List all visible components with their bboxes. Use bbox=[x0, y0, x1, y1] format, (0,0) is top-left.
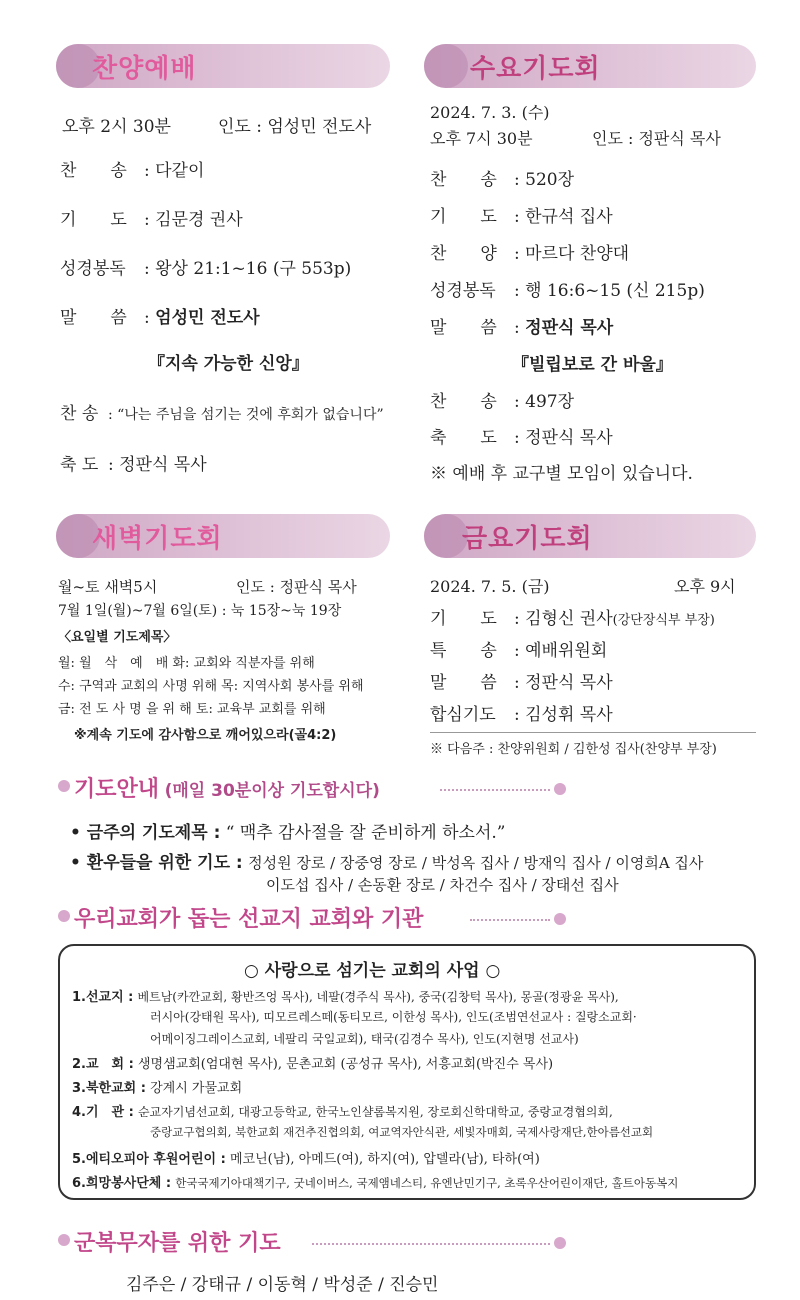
wednesday-sermon-title: 『빌립보로 간 바울』 bbox=[512, 355, 673, 375]
item-label: • 금주의 기도제목 : bbox=[70, 823, 221, 843]
row-line: 생명샘교회(엄대현 목사), 문촌교회 (공성규 목사), 서흥교회(박진수 목사) bbox=[137, 1057, 554, 1072]
sunday-prayer bbox=[60, 205, 243, 230]
divider bbox=[430, 732, 756, 733]
mission-row-1 bbox=[72, 986, 619, 1005]
heading-dot-decoration bbox=[554, 783, 566, 795]
weekly-prayer-topic bbox=[70, 818, 506, 843]
dawn-topic-row: 월: 월 삭 예 배 화: 교회와 직분자를 위해 bbox=[58, 656, 315, 671]
row-label: 2.교 회 : bbox=[72, 1057, 134, 1072]
row-label: 특 송 bbox=[430, 641, 497, 661]
dawn-leader: 인도 : 정판식 목사 bbox=[236, 578, 357, 596]
military-heading bbox=[74, 1226, 281, 1257]
dawn-topics-header: 〈요일별 기도제목〉 bbox=[58, 630, 177, 645]
row-label: 기 도 bbox=[430, 207, 497, 227]
missions-box-title: ○ 사랑으로 섬기는 교회의 사업 ○ bbox=[244, 961, 501, 981]
dawn-verse: ※계속 기도에 감사함으로 깨어있으라(골4:2) bbox=[74, 728, 337, 743]
sunday-leader: 인도 : 엄성민 전도사 bbox=[218, 117, 372, 137]
row-label: 말 씀 bbox=[430, 673, 497, 693]
row-label: 축 도 bbox=[60, 455, 99, 475]
wednesday-sermon: 말 씀 : 정판식 목사 bbox=[430, 313, 613, 338]
row-label: 성경봉독 bbox=[60, 259, 126, 279]
sunday-time: 오후 2시 30분 bbox=[62, 117, 171, 137]
row-value: : 김성휘 목사 bbox=[514, 705, 613, 725]
friday-date: 2024. 7. 5. (금) bbox=[430, 577, 550, 596]
row-label: 찬 송 bbox=[60, 404, 99, 424]
wednesday-closing-hymn bbox=[430, 387, 574, 412]
row-note: (강단장식부 부장) bbox=[612, 613, 715, 628]
heading-dot-decoration bbox=[58, 1234, 70, 1246]
row-label: 성경봉독 bbox=[430, 281, 496, 301]
row-label: 기 도 bbox=[60, 210, 127, 230]
section-title: 수요기도회 bbox=[470, 54, 601, 84]
row-label: 4.기 관 : bbox=[72, 1105, 134, 1120]
wednesday-date: 2024. 7. 3. (수) bbox=[430, 103, 550, 122]
dawn-topic-row: 금: 전 도 사 명 을 위 해 토: 교육부 교회를 위해 bbox=[58, 702, 326, 717]
section-header-sunday bbox=[56, 44, 390, 88]
prayer-guide-title: 기도안내 bbox=[74, 777, 160, 802]
mission-row-1-cont: 러시아(강태원 목사), 띠모르레스떼(동티모르, 이한성 목사), 인도(조범연선교사 : 질랑소교회· bbox=[150, 1010, 637, 1024]
row-value: : 마르다 찬양대 bbox=[514, 244, 630, 264]
dawn-topic-row: 수: 구역과 교회의 사명 위해 목: 지역사회 봉사를 위해 bbox=[58, 679, 364, 694]
wednesday-scripture bbox=[430, 276, 705, 301]
sunday-benediction bbox=[60, 450, 207, 475]
heading-dot-decoration bbox=[554, 913, 566, 925]
section-header-dawn bbox=[56, 514, 390, 558]
dawn-range: 7월 1일(월)~7월 6일(토) : 눅 15장~눅 19장 bbox=[58, 603, 342, 619]
sunday-hymn bbox=[60, 156, 204, 181]
item-text: “ 맥추 감사절을 잘 준비하게 하소서.” bbox=[225, 823, 506, 843]
row-value: 엄성민 전도사 bbox=[155, 308, 260, 328]
heading-dot-decoration bbox=[58, 910, 70, 922]
row-value: : 왕상 21:1~16 (구 553p) bbox=[144, 259, 352, 279]
sunday-sermon: 말 씀 : 엄성민 전도사 bbox=[60, 303, 260, 328]
item-label: • 환우들을 위한 기도 : bbox=[70, 853, 243, 873]
row-value: : 행 16:6~15 (신 215p) bbox=[514, 281, 705, 301]
row-value: 정판식 목사 bbox=[525, 318, 614, 338]
military-title: 군복무자를 위한 기도 bbox=[74, 1231, 281, 1256]
missions-title: 우리교회가 돕는 선교지 교회와 기관 bbox=[74, 907, 424, 932]
friday-next-week: ※ 다음주 : 찬양위원회 / 김한성 집사(찬양부 부장) bbox=[430, 742, 717, 757]
mission-row-5 bbox=[72, 1148, 540, 1167]
row-label: 축 도 bbox=[430, 428, 497, 448]
row-value: : 김형신 권사 bbox=[514, 609, 613, 629]
military-names: 김주은 / 강태규 / 이동혁 / 박성준 / 진승민 bbox=[126, 1275, 439, 1295]
row-value: : 497장 bbox=[514, 392, 575, 412]
heading-dot-decoration bbox=[58, 780, 70, 792]
dotted-rule bbox=[312, 1243, 550, 1245]
row-label: 5.에티오피아 후원어린이 : bbox=[72, 1152, 226, 1167]
row-line: 순교자기념선교회, 대광고등학교, 한국노인샬롬복지원, 장로회신학대학교, 중랑교경협의회, bbox=[137, 1105, 613, 1119]
row-value: : 정판식 목사 bbox=[514, 673, 613, 693]
row-line: 한국국제기아대책기구, 굿네이버스, 국제앰네스티, 유엔난민기구, 초록우산어린이재단, 홀트아동복지 bbox=[175, 1176, 679, 1190]
wednesday-hymn bbox=[430, 165, 574, 190]
row-value: : 정판식 목사 bbox=[514, 428, 613, 448]
row-label: 말 씀 bbox=[60, 308, 127, 328]
row-label: 1.선교지 : bbox=[72, 990, 134, 1005]
wednesday-praise bbox=[430, 239, 629, 264]
friday-unity bbox=[430, 700, 613, 725]
row-value: : 김문경 권사 bbox=[144, 210, 243, 230]
heading-dot-decoration bbox=[554, 1237, 566, 1249]
row-label: 기 도 bbox=[430, 609, 497, 629]
missions-heading bbox=[74, 902, 423, 933]
patients-prayer bbox=[70, 848, 703, 873]
friday-prayer bbox=[430, 604, 715, 629]
mission-row-6 bbox=[72, 1172, 678, 1191]
row-value: : 다같이 bbox=[144, 161, 205, 181]
row-value: : 한규석 집사 bbox=[514, 207, 613, 227]
row-line: 메코닌(남), 아메드(여), 하지(여), 압델라(남), 타하(여) bbox=[229, 1152, 540, 1167]
row-value: : “나는 주님을 섬기는 것에 후회가 없습니다” bbox=[108, 407, 384, 423]
mission-row-3 bbox=[72, 1077, 242, 1096]
section-header-friday bbox=[424, 514, 756, 558]
row-label: 6.희망봉사단체 : bbox=[72, 1176, 172, 1191]
mission-row-2 bbox=[72, 1053, 553, 1072]
mission-row-4-cont: 중랑교구협의회, 북한교회 재건추진협의회, 여교역자안식관, 세빛자매회, 국제사랑재단,한아름선교회 bbox=[150, 1125, 654, 1139]
mission-row-1-cont: 어메이징그레이스교회, 네팔리 국일교회), 태국(김경수 목사), 인도(지현명 선교사) bbox=[150, 1032, 579, 1046]
patients-prayer-cont: 이도섭 집사 / 손동환 장로 / 차건수 집사 / 장태선 집사 bbox=[266, 876, 619, 894]
prayer-guide-subtitle: (매일 30분이상 기도합시다) bbox=[164, 781, 380, 801]
row-label: 찬 송 bbox=[60, 161, 127, 181]
row-label: 3.북한교회 : bbox=[72, 1081, 146, 1096]
section-header-wednesday bbox=[424, 44, 756, 88]
wednesday-prayer bbox=[430, 202, 613, 227]
row-value: : 정판식 목사 bbox=[108, 455, 207, 475]
mission-row-4 bbox=[72, 1101, 613, 1120]
row-label: 합심기도 bbox=[430, 705, 496, 725]
row-value: : 520장 bbox=[514, 170, 575, 190]
wednesday-note: ※ 예배 후 교구별 모임이 있습니다. bbox=[430, 464, 693, 484]
row-label: 찬 송 bbox=[430, 392, 497, 412]
prayer-guide-heading bbox=[74, 772, 380, 803]
sunday-scripture bbox=[60, 254, 351, 279]
row-line: 베트남(카깐교회, 황반즈엉 목사), 네팔(경주식 목사), 중국(김창턱 목사), 몽골(정광윤 목사), bbox=[137, 990, 619, 1004]
row-value: : 예배위원회 bbox=[514, 641, 608, 661]
section-title: 새벽기도회 bbox=[92, 524, 223, 554]
wednesday-time: 오후 7시 30분 bbox=[430, 129, 533, 148]
row-label: 찬 양 bbox=[430, 244, 497, 264]
dawn-time: 월~토 새벽5시 bbox=[58, 578, 158, 596]
sunday-sermon-title: 『지속 가능한 신앙』 bbox=[148, 354, 309, 374]
section-title: 찬양예배 bbox=[92, 54, 197, 84]
friday-special bbox=[430, 636, 607, 661]
item-text: 정성원 장로 / 장중영 장로 / 박성옥 집사 / 방재익 집사 / 이영희A 집사 bbox=[248, 854, 704, 872]
row-line: 강계시 가물교회 bbox=[150, 1081, 243, 1096]
sunday-closing-hymn bbox=[60, 399, 384, 424]
dotted-rule bbox=[440, 789, 550, 791]
wednesday-leader: 인도 : 정판식 목사 bbox=[592, 129, 721, 148]
header-circle-decoration bbox=[424, 44, 468, 88]
dotted-rule bbox=[470, 919, 550, 921]
wednesday-benediction bbox=[430, 423, 613, 448]
friday-sermon bbox=[430, 668, 613, 693]
section-title: 금요기도회 bbox=[462, 524, 593, 554]
row-label: 찬 송 bbox=[430, 170, 497, 190]
friday-time: 오후 9시 bbox=[674, 577, 736, 596]
row-label: 말 씀 bbox=[430, 318, 497, 338]
